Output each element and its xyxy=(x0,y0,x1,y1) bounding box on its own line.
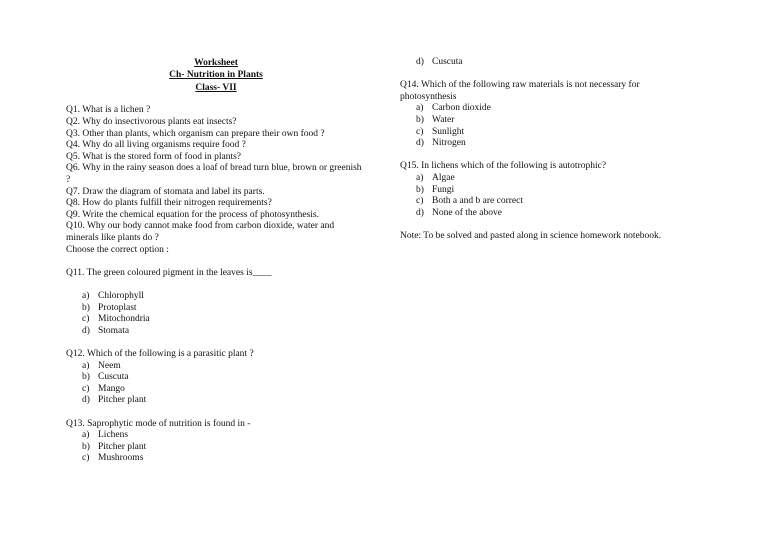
worksheet-title: Worksheet xyxy=(194,58,238,68)
option-letter: d) xyxy=(82,325,90,336)
question-q9: Q9. Write the chemical equation for the process of photosynthesis. xyxy=(66,209,319,220)
option-letter: c) xyxy=(82,453,90,464)
question-q12: Q12. Which of the following is a parasitic plant ? xyxy=(66,348,254,359)
option-letter: b) xyxy=(416,114,424,125)
option-text: Neem xyxy=(98,360,121,371)
option-letter: d) xyxy=(416,207,424,218)
question-q2: Q2. Why do insectivorous plants eat insects? xyxy=(66,117,237,128)
q15-option-b xyxy=(400,185,690,197)
spacer xyxy=(66,279,366,291)
q14-option-c xyxy=(400,127,690,139)
option-text: Fungi xyxy=(432,184,455,195)
option-text: Lichens xyxy=(98,430,129,441)
question-q14: Q14. Which of the following raw materials is not necessary for photosynthesis xyxy=(400,80,640,102)
question-q15: Q15. In lichens which of the following is autotrophic? xyxy=(400,161,607,172)
q14-option-d xyxy=(400,138,690,150)
option-text: Nitrogen xyxy=(432,138,466,149)
option-letter: b) xyxy=(82,302,90,313)
question-q13: Q13. Saprophytic mode of nutrition is found in - xyxy=(66,418,251,429)
chapter-title: Ch- Nutrition in Plants xyxy=(169,70,263,81)
option-text: None of the above xyxy=(432,207,502,218)
spacer xyxy=(400,150,690,162)
option-letter: c) xyxy=(82,383,90,394)
question-q7: Q7. Draw the diagram of stomata and label its parts. xyxy=(66,186,265,197)
spacer xyxy=(66,407,366,419)
q12-option-a xyxy=(66,361,366,373)
question-q4: Q4. Why do all living organisms require food ? xyxy=(66,140,246,151)
question-q3: Q3. Other than plants, which organism can prepare their own food ? xyxy=(66,128,325,139)
q13-option-b xyxy=(66,442,366,454)
option-letter: d) xyxy=(82,395,90,406)
question-q11: Q11. The green coloured pigment in the leaves is____ xyxy=(66,267,272,278)
option-letter: d) xyxy=(416,57,424,67)
right-column xyxy=(400,57,690,243)
option-text: Both a and b are correct xyxy=(432,196,523,207)
question-q6: Q6. Why in the rainy season does a loaf of bread turn blue, brown or greenish ? xyxy=(66,163,362,186)
option-letter: a) xyxy=(416,103,424,114)
spacer xyxy=(66,337,366,349)
question-q8: Q8. How do plants fulfill their nitrogen requirements? xyxy=(66,198,272,209)
q14-option-b xyxy=(400,115,690,127)
class-title: Class- VII xyxy=(195,82,237,93)
option-letter: c) xyxy=(82,314,90,325)
option-text: Sunlight xyxy=(432,126,465,137)
option-text: Mitochondria xyxy=(98,314,150,325)
option-text: Stomata xyxy=(98,325,130,336)
option-letter: b) xyxy=(82,441,90,452)
spacer xyxy=(400,219,690,231)
option-letter: d) xyxy=(416,138,424,149)
option-letter: a) xyxy=(416,172,424,183)
option-letter: a) xyxy=(82,430,90,441)
option-text: Pitcher plant xyxy=(98,395,147,406)
q13-option-d xyxy=(400,57,690,69)
question-q5: Q5. What is the stored form of food in plants? xyxy=(66,151,242,162)
option-text: Mango xyxy=(98,383,125,394)
option-letter: a) xyxy=(82,360,90,371)
option-text: Chlorophyll xyxy=(98,290,144,301)
q13-option-c xyxy=(66,453,366,465)
option-letter: a) xyxy=(82,290,90,301)
option-text: Cuscuta xyxy=(98,372,129,383)
question-q1: Q1. What is a lichen ? xyxy=(66,105,151,116)
option-text: Algae xyxy=(432,172,455,183)
q12-option-c xyxy=(66,384,366,396)
q15-option-c xyxy=(400,196,690,208)
q11-option-c xyxy=(66,314,366,326)
choose-instruction: Choose the correct option : xyxy=(66,244,169,255)
q15-option-d xyxy=(400,208,690,220)
option-letter: b) xyxy=(416,184,424,195)
option-letter: c) xyxy=(416,196,424,207)
option-text: Pitcher plant xyxy=(98,441,147,452)
q11-option-d xyxy=(66,326,366,338)
option-letter: c) xyxy=(416,126,424,137)
option-text: Cuscuta xyxy=(432,57,463,67)
question-q10: Q10. Why our body cannot make food from carbon dioxide, water and minerals like plants do ? xyxy=(66,221,335,244)
left-column xyxy=(66,57,366,465)
spacer xyxy=(66,256,366,268)
option-text: Water xyxy=(432,114,455,125)
option-text: Carbon dioxide xyxy=(432,103,491,114)
q12-option-b xyxy=(66,372,366,384)
homework-note: Note: To be solved and pasted along in science homework notebook. xyxy=(400,230,662,241)
q11-option-b xyxy=(66,303,366,315)
q11-option-a xyxy=(66,291,366,303)
q14-option-a xyxy=(400,103,690,115)
spacer xyxy=(66,94,366,106)
option-text: Protoplast xyxy=(98,302,137,313)
q12-option-d xyxy=(66,395,366,407)
q13-option-a xyxy=(66,430,366,442)
spacer xyxy=(400,69,690,81)
option-letter: b) xyxy=(82,372,90,383)
q15-option-a xyxy=(400,173,690,185)
option-text: Mushrooms xyxy=(98,453,144,464)
